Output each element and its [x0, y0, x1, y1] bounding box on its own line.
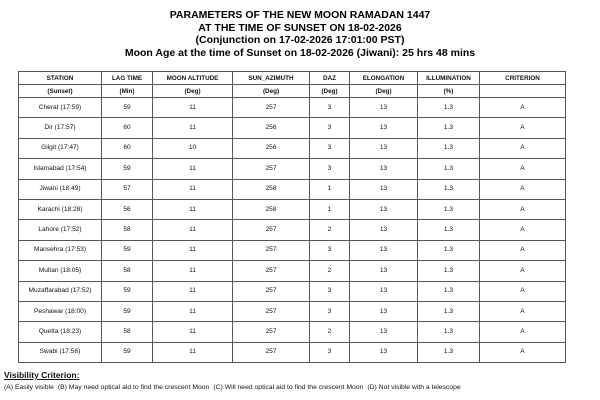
table-cell: 3	[310, 281, 350, 301]
station-cell: Karachi (18:28)	[19, 199, 102, 219]
table-cell: 1.3	[418, 199, 480, 219]
table-cell: 13	[350, 342, 418, 362]
table-cell: A	[480, 322, 566, 342]
table-cell: A	[480, 159, 566, 179]
column-header: CRITERION	[480, 72, 566, 85]
table-cell: 1.3	[418, 179, 480, 199]
table-cell: A	[480, 138, 566, 158]
table-cell: 11	[153, 159, 233, 179]
table-cell: 1.3	[418, 138, 480, 158]
table-cell: 11	[153, 98, 233, 118]
moon-parameters-table	[18, 71, 566, 363]
table-cell: 3	[310, 118, 350, 138]
column-unit: (Deg)	[153, 85, 233, 98]
table-row	[19, 159, 566, 179]
station-cell: Quetta (18:23)	[19, 322, 102, 342]
table-row	[19, 281, 566, 301]
table-cell: 2	[310, 322, 350, 342]
table-cell: 1.3	[418, 281, 480, 301]
table-cell: 257	[233, 342, 310, 362]
table-cell: 1.3	[418, 301, 480, 321]
header-row-labels	[19, 72, 566, 85]
column-header: MOON ALTITUDE	[153, 72, 233, 85]
legend-items	[4, 384, 598, 391]
table-cell: 257	[233, 301, 310, 321]
legend-item: (D) Not visible with a telescope	[367, 384, 461, 391]
table-cell: 257	[233, 281, 310, 301]
table-cell: 1.3	[418, 159, 480, 179]
table-cell: 258	[233, 179, 310, 199]
table-cell: 257	[233, 98, 310, 118]
table-row	[19, 98, 566, 118]
table-cell: 1.3	[418, 240, 480, 260]
table-cell: 11	[153, 199, 233, 219]
column-unit: (Deg)	[350, 85, 418, 98]
table-cell: 257	[233, 240, 310, 260]
legend-item: (A) Easily visible	[4, 384, 54, 391]
column-header: LAG TIME	[102, 72, 153, 85]
column-unit: (Deg)	[233, 85, 310, 98]
table-cell: 59	[102, 240, 153, 260]
table-cell: 257	[233, 322, 310, 342]
table-cell: 3	[310, 301, 350, 321]
table-cell: 1	[310, 179, 350, 199]
column-unit: (%)	[418, 85, 480, 98]
column-unit	[480, 85, 566, 98]
column-header: STATION	[19, 72, 102, 85]
table-cell: 3	[310, 159, 350, 179]
table-cell: 3	[310, 138, 350, 158]
header-row-units	[19, 85, 566, 98]
table-cell: 58	[102, 261, 153, 281]
table-cell: 3	[310, 240, 350, 260]
station-cell: Islamabad (17:54)	[19, 159, 102, 179]
station-cell: Mansehra (17:53)	[19, 240, 102, 260]
table-row	[19, 220, 566, 240]
table-cell: 60	[102, 118, 153, 138]
station-cell: Cherat (17:59)	[19, 98, 102, 118]
station-cell: Multan (18:05)	[19, 261, 102, 281]
table-cell: 13	[350, 199, 418, 219]
table-row	[19, 261, 566, 281]
table-cell: 13	[350, 220, 418, 240]
table-cell: A	[480, 342, 566, 362]
table-cell: 11	[153, 118, 233, 138]
table-cell: 57	[102, 179, 153, 199]
station-cell: Muzaffarabad (17:52)	[19, 281, 102, 301]
table-cell: 13	[350, 179, 418, 199]
table-cell: 11	[153, 342, 233, 362]
table-cell: 256	[233, 118, 310, 138]
station-cell: Gilgit (17:47)	[19, 138, 102, 158]
table-cell: 13	[350, 281, 418, 301]
table-row	[19, 118, 566, 138]
legend-title: Visibility Criterion:	[4, 370, 80, 380]
table-cell: 256	[233, 138, 310, 158]
station-cell: Dir (17:57)	[19, 118, 102, 138]
table-cell: 1	[310, 199, 350, 219]
table-cell: 13	[350, 118, 418, 138]
table-row	[19, 199, 566, 219]
title-line-2: AT THE TIME OF SUNSET ON 18-02-2026	[198, 21, 402, 34]
moon-age-line: Moon Age at the time of Sunset on 18-02-2026 (Jiwani): 25 hrs 48 mins	[124, 46, 476, 59]
table-cell: 11	[153, 301, 233, 321]
table-cell: A	[480, 118, 566, 138]
column-unit: (Min)	[102, 85, 153, 98]
legend-item: (B) May need optical aid to find the crescent Moon	[57, 384, 210, 391]
table-cell: 11	[153, 240, 233, 260]
table-cell: 58	[102, 220, 153, 240]
table-row	[19, 322, 566, 342]
table-cell: 58	[102, 322, 153, 342]
table-cell: 13	[350, 159, 418, 179]
table-cell: 1.3	[418, 220, 480, 240]
table-cell: A	[480, 240, 566, 260]
table-row	[19, 179, 566, 199]
table-cell: A	[480, 179, 566, 199]
table-cell: 257	[233, 261, 310, 281]
table-cell: A	[480, 301, 566, 321]
table-cell: 59	[102, 281, 153, 301]
table-row	[19, 301, 566, 321]
table-body	[19, 98, 566, 363]
table-row	[19, 240, 566, 260]
table-cell: 59	[102, 159, 153, 179]
table-cell: 1.3	[418, 322, 480, 342]
table-cell: 13	[350, 261, 418, 281]
station-cell: Lahore (17:52)	[19, 220, 102, 240]
table-cell: 2	[310, 220, 350, 240]
station-cell: Jiwani (18:49)	[19, 179, 102, 199]
column-header: SUN_AZIMUTH	[233, 72, 310, 85]
column-header: ELONGATION	[350, 72, 418, 85]
table-cell: 13	[350, 301, 418, 321]
table-cell: 257	[233, 159, 310, 179]
table-cell: 1.3	[418, 98, 480, 118]
table-cell: A	[480, 261, 566, 281]
legend-item: (C) Will need optical aid to find the crescent Moon	[213, 384, 364, 391]
table-cell: A	[480, 281, 566, 301]
table-cell: 13	[350, 240, 418, 260]
column-header: ILLUMINATION	[418, 72, 480, 85]
table-cell: 1.3	[418, 261, 480, 281]
table-cell: 11	[153, 322, 233, 342]
column-header: DAZ	[310, 72, 350, 85]
column-unit: (Sunset)	[19, 85, 102, 98]
table-cell: A	[480, 98, 566, 118]
table-cell: 13	[350, 322, 418, 342]
title-line-1: PARAMETERS OF THE NEW MOON RAMADAN 1447	[169, 9, 431, 21]
table-cell: 13	[350, 98, 418, 118]
table-cell: 3	[310, 98, 350, 118]
table-cell: 59	[102, 301, 153, 321]
table-cell: A	[480, 220, 566, 240]
table-cell: 257	[233, 220, 310, 240]
table-cell: 59	[102, 342, 153, 362]
station-cell: Swabi (17:56)	[19, 342, 102, 362]
conjunction-line: (Conjunction on 17-02-2026 17:01:00 PST)	[195, 34, 405, 46]
table-cell: 2	[310, 261, 350, 281]
table-cell: A	[480, 199, 566, 219]
table-header	[19, 72, 566, 98]
table-cell: 1.3	[418, 118, 480, 138]
table-cell: 56	[102, 199, 153, 219]
table-cell: 10	[153, 138, 233, 158]
table-cell: 11	[153, 281, 233, 301]
table-cell: 59	[102, 98, 153, 118]
station-cell: Peshawar (18:00)	[19, 301, 102, 321]
table-cell: 1.3	[418, 342, 480, 362]
table-cell: 3	[310, 342, 350, 362]
table-cell: 11	[153, 179, 233, 199]
table-cell: 60	[102, 138, 153, 158]
table-cell: 11	[153, 220, 233, 240]
table-row	[19, 342, 566, 362]
column-unit: (Deg)	[310, 85, 350, 98]
table-cell: 13	[350, 138, 418, 158]
table-cell: 11	[153, 261, 233, 281]
table-cell: 258	[233, 199, 310, 219]
table-row	[19, 138, 566, 158]
